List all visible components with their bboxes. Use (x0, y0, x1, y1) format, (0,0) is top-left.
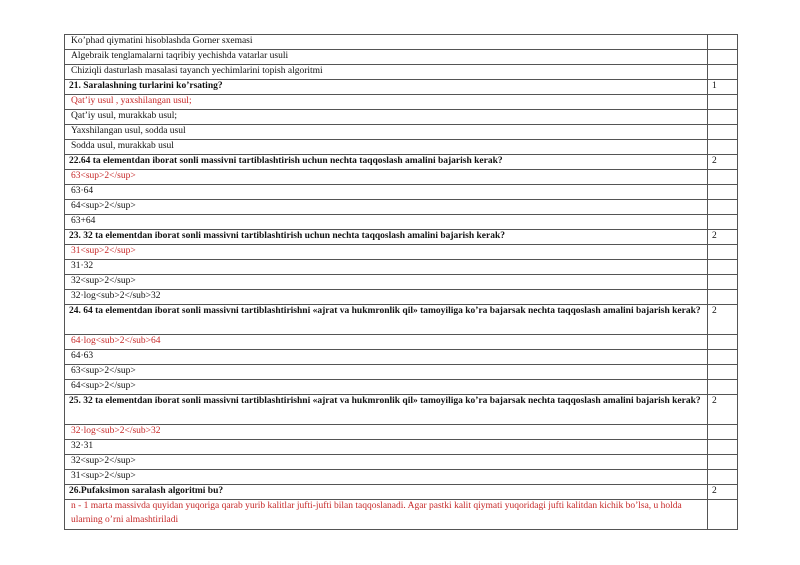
question-row (65, 395, 738, 425)
score-cell (708, 335, 738, 350)
option-text: Yaxshilangan usul, sodda usul (65, 125, 708, 140)
score-cell (708, 470, 738, 485)
answer-option-row (65, 275, 738, 290)
score-cell (708, 500, 738, 530)
answer-option-row (65, 455, 738, 470)
answer-option-row (65, 500, 738, 530)
score-cell: 1 (708, 80, 738, 95)
answer-option-row (65, 365, 738, 380)
answer-option-row (65, 380, 738, 395)
option-text: 63+64 (65, 215, 708, 230)
answer-option-row (65, 350, 738, 365)
score-cell (708, 275, 738, 290)
answer-option-row (65, 125, 738, 140)
score-cell (708, 350, 738, 365)
score-cell (708, 245, 738, 260)
option-text: Qat’iy usul, murakkab usul; (65, 110, 708, 125)
question-text: 22.64 ta elementdan iborat sonli massivni tartiblashtirish uchun nechta taqqoslash amalini bajarish kerak? (65, 155, 708, 170)
score-cell (708, 95, 738, 110)
option-text: Ko’phad qiymatini hisoblashda Gorner sxemasi (65, 35, 708, 50)
option-text: 63·64 (65, 185, 708, 200)
answer-option-row (65, 35, 738, 50)
score-cell: 2 (708, 305, 738, 335)
answer-option-row (65, 95, 738, 110)
score-cell (708, 110, 738, 125)
question-row (65, 230, 738, 245)
correct-answer-text: n - 1 marta massivda quyidan yuqoriga qarab yurib kalitlar jufti-jufti bilan taqqoslanadi. Agar pastki kalit qiymati yuqoridagi jufti kalitdan kichik bo’lsa, u holda ularning o’rni almashtiriladi (65, 500, 708, 530)
answer-option-row (65, 65, 738, 80)
score-cell (708, 365, 738, 380)
correct-answer-text: 32·log<sub>2</sub>32 (65, 425, 708, 440)
score-cell: 2 (708, 230, 738, 245)
option-text: 63<sup>2</sup> (65, 365, 708, 380)
option-text: 64·63 (65, 350, 708, 365)
option-text: 32<sup>2</sup> (65, 455, 708, 470)
score-cell: 2 (708, 155, 738, 170)
score-cell (708, 140, 738, 155)
score-cell: 2 (708, 485, 738, 500)
score-cell (708, 185, 738, 200)
answer-option-row (65, 110, 738, 125)
score-cell (708, 65, 738, 80)
score-cell (708, 380, 738, 395)
correct-answer-text: 31<sup>2</sup> (65, 245, 708, 260)
question-row (65, 485, 738, 500)
option-text: Sodda usul, murakkab usul (65, 140, 708, 155)
answer-option-row (65, 260, 738, 275)
answer-option-row (65, 215, 738, 230)
option-text: 31·32 (65, 260, 708, 275)
question-text: 24. 64 ta elementdan iborat sonli massivni tartiblashtirishni «ajrat va hukmronlik qil» tamoyiliga ko’ra bajarsak nechta taqqoslash amalini bajarish kerak? (65, 305, 708, 335)
table-body (65, 35, 738, 530)
option-text: Chiziqli dasturlash masalasi tayanch yechimlarini topish algoritmi (65, 65, 708, 80)
score-cell (708, 425, 738, 440)
score-cell (708, 125, 738, 140)
answer-option-row (65, 290, 738, 305)
question-text: 26.Pufaksimon saralash algoritmi bu? (65, 485, 708, 500)
score-cell (708, 215, 738, 230)
score-cell (708, 200, 738, 215)
option-text: 64<sup>2</sup> (65, 380, 708, 395)
answer-option-row (65, 170, 738, 185)
score-cell (708, 440, 738, 455)
score-cell (708, 290, 738, 305)
question-text: 23. 32 ta elementdan iborat sonli massivni tartiblashtirish uchun nechta taqqoslash amalini bajarish kerak? (65, 230, 708, 245)
answer-option-row (65, 50, 738, 65)
answer-option-row (65, 245, 738, 260)
answer-option-row (65, 140, 738, 155)
option-text: 32<sup>2</sup> (65, 275, 708, 290)
answer-option-row (65, 425, 738, 440)
score-cell: 2 (708, 395, 738, 425)
correct-answer-text: 63<sup>2</sup> (65, 170, 708, 185)
option-text: 32·31 (65, 440, 708, 455)
answer-option-row (65, 470, 738, 485)
question-text: 25. 32 ta elementdan iborat sonli massivni tartiblashtirishni «ajrat va hukmronlik qil» tamoyiliga ko’ra bajarsak nechta taqqoslash amalini bajarish kerak? (65, 395, 708, 425)
option-text: 32·log<sub>2</sub>32 (65, 290, 708, 305)
score-cell (708, 50, 738, 65)
answer-option-row (65, 185, 738, 200)
question-row (65, 305, 738, 335)
score-cell (708, 170, 738, 185)
option-text: Algebraik tenglamalarni taqribiy yechishda vatarlar usuli (65, 50, 708, 65)
question-text: 21. Saralashning turlarini ko’rsating? (65, 80, 708, 95)
option-text: 31<sup>2</sup> (65, 470, 708, 485)
answer-option-row (65, 200, 738, 215)
score-cell (708, 455, 738, 470)
correct-answer-text: 64·log<sub>2</sub>64 (65, 335, 708, 350)
option-text: 64<sup>2</sup> (65, 200, 708, 215)
answer-option-row (65, 440, 738, 455)
question-row (65, 80, 738, 95)
test-questions-table (64, 34, 738, 530)
question-row (65, 155, 738, 170)
score-cell (708, 35, 738, 50)
correct-answer-text: Qat’iy usul , yaxshilangan usul; (65, 95, 708, 110)
answer-option-row (65, 335, 738, 350)
score-cell (708, 260, 738, 275)
